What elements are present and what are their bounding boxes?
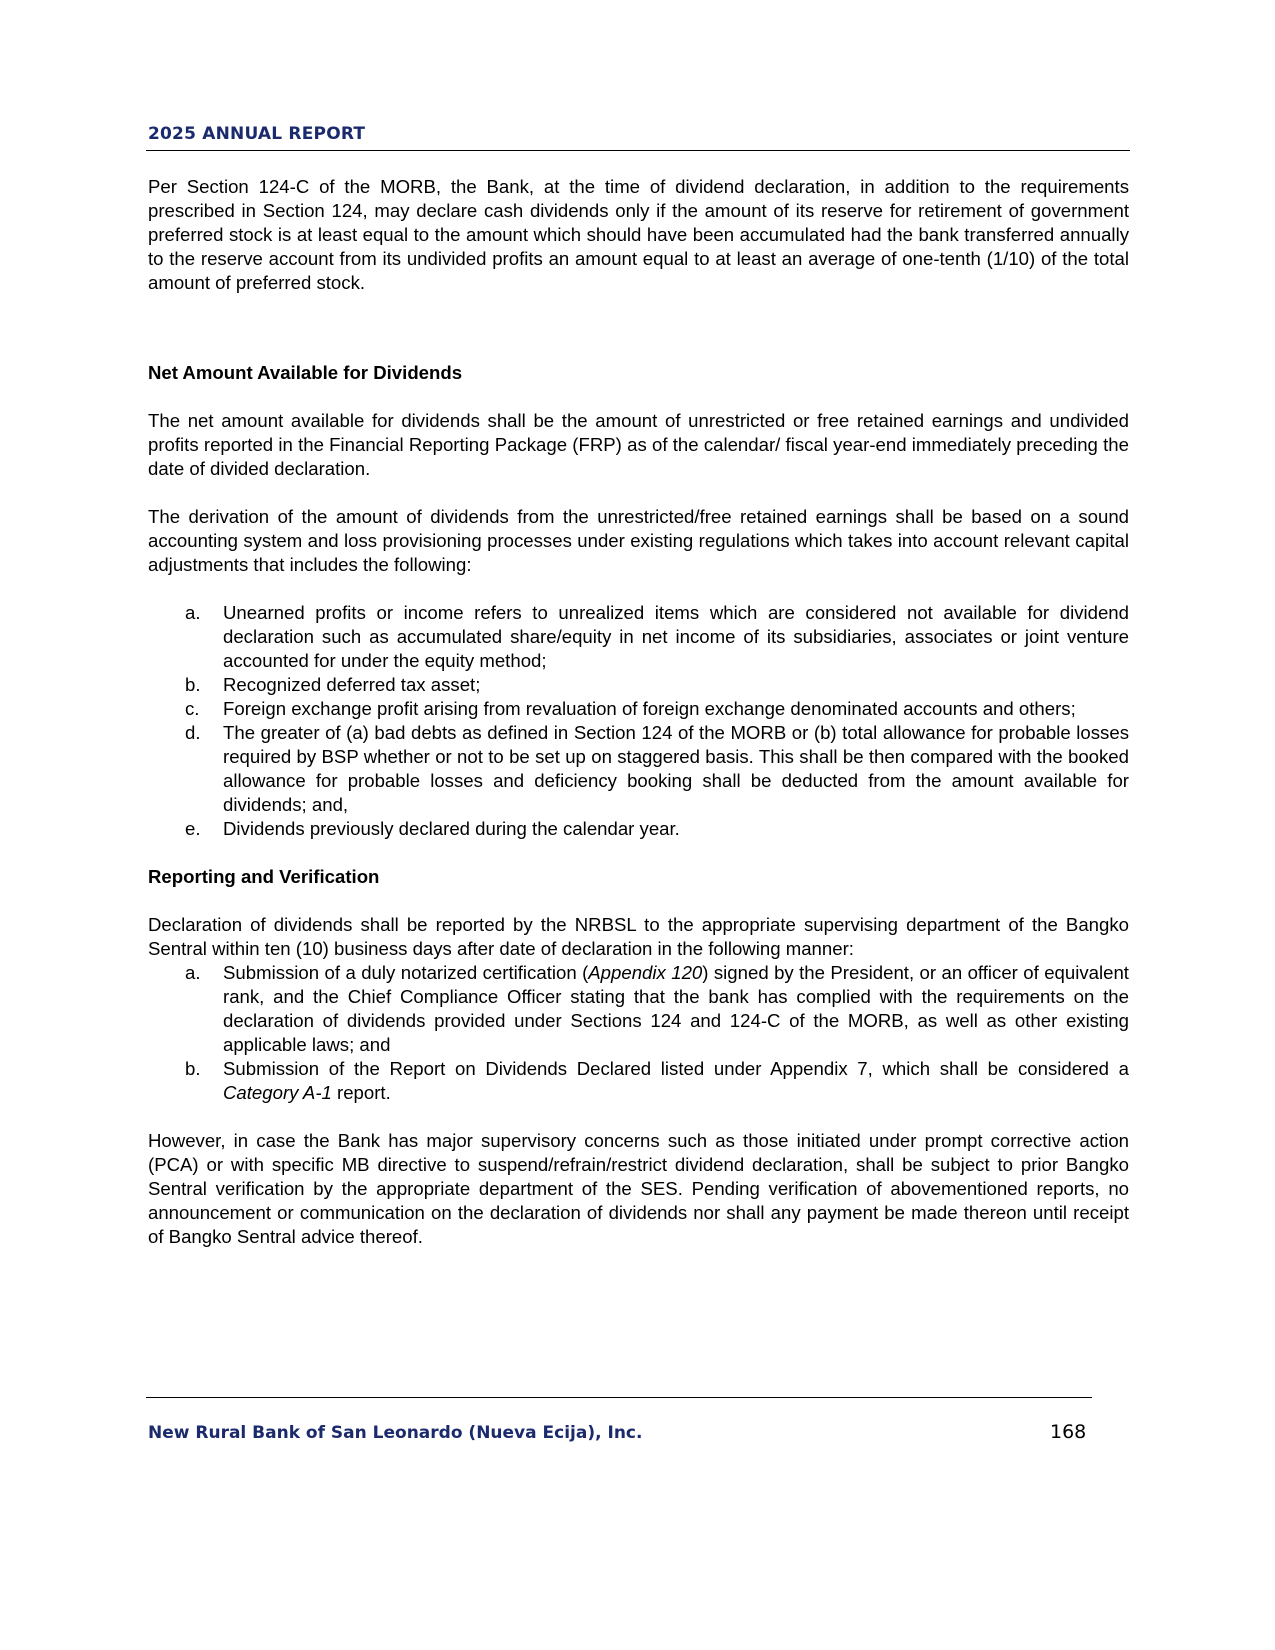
list-item-text-post: report. — [331, 1082, 391, 1103]
list-item — [148, 721, 1129, 817]
reporting-heading: Reporting and Verification — [148, 866, 380, 887]
net-amount-paragraph-1: The net amount available for dividends shall be the amount of unrestricted or free retained earnings and undivided profits reported in the Financial Reporting Package (FRP) as of the calendar/ fiscal year-end immediately preceding the date of divided declaration. — [148, 410, 1129, 479]
list-item — [148, 1057, 1129, 1105]
list-item-text: The greater of (a) bad debts as defined in Section 124 of the MORB or (b) total allowance for probable losses required by BSP whether or not to be set up on staggered basis. This shall be then compared with the booked allowance for probable losses and deficiency booking shall be deducted from the amount available for dividends; and, — [223, 722, 1129, 815]
list-item-text: Dividends previously declared during the calendar year. — [223, 818, 680, 839]
net-amount-heading: Net Amount Available for Dividends — [148, 362, 463, 383]
footer-divider — [146, 1397, 1092, 1398]
list-item — [148, 673, 1129, 697]
list-item-text: Unearned profits or income refers to unrealized items which are considered not available for dividend declaration such as accumulated share/equity in net income of its subsidiaries, associates or joint venture accounted for under the equity method; — [223, 602, 1129, 671]
category-reference: Category A-1 — [223, 1082, 332, 1103]
reporting-paragraph: Declaration of dividends shall be reported by the NRBSL to the appropriate supervising department of the Bangko Sentral within ten (10) business days after date of declaration in the following manner: — [148, 914, 1129, 959]
list-item-text: Recognized deferred tax asset; — [223, 674, 481, 695]
document-body — [148, 175, 1129, 1249]
list-marker: e. — [185, 818, 201, 839]
list-item-text-post: ) signed by the President, or an officer of equivalent rank, and the Chief Compliance Officer stating that the bank has complied with the requirements on the declaration of dividends provided under Sections 124 and 124-C of the MORB, as well as other existing applicable laws; and — [223, 962, 1129, 1055]
report-title: 2025 ANNUAL REPORT — [148, 124, 366, 144]
net-amount-paragraph-2: The derivation of the amount of dividends from the unrestricted/free retained earnings shall be based on a sound accounting system and loss provisioning processes under existing regulations which takes into account relevant capital adjustments that includes the following: — [148, 506, 1129, 575]
page-number: 168 — [1050, 1421, 1087, 1443]
appendix-reference: Appendix 120 — [588, 962, 703, 983]
closing-paragraph: However, in case the Bank has major supervisory concerns such as those initiated under prompt corrective action (PCA) or with specific MB directive to suspend/refrain/restrict dividend declaration, shall be subject to prior Bangko Sentral verification by the appropriate department of the SES. Pending verification of abovementioned reports, no announcement or communication on the declaration of dividends nor shall any payment be made thereon until receipt of Bangko Sentral advice thereof. — [148, 1130, 1129, 1247]
list-item — [148, 601, 1129, 673]
intro-paragraph: Per Section 124-C of the MORB, the Bank, at the time of dividend declaration, in addition to the requirements prescribed in Section 124, may declare cash dividends only if the amount of its reserve for retirement of government preferred stock is at least equal to the amount which should have been accumulated had the bank transferred annually to the reserve account from its undivided profits an amount equal to at least an average of one-tenth (1/10) of the total amount of preferred stock. — [148, 176, 1129, 293]
list-item-text-pre: Submission of the Report on Dividends Declared listed under Appendix 7, which shall be considered a — [223, 1058, 1129, 1079]
list-marker: d. — [185, 722, 201, 743]
footer-organization: New Rural Bank of San Leonardo (Nueva Ecija), Inc. — [148, 1423, 643, 1443]
reporting-list — [148, 961, 1129, 1105]
list-marker: b. — [185, 674, 201, 695]
list-item — [148, 697, 1129, 721]
list-item — [148, 961, 1129, 1057]
list-item-text: Foreign exchange profit arising from revaluation of foreign exchange denominated accounts and others; — [223, 698, 1076, 719]
page-header — [148, 124, 1130, 144]
list-marker: c. — [185, 698, 200, 719]
list-item-text-pre: Submission of a duly notarized certification ( — [223, 962, 589, 983]
capital-adjustments-list — [148, 601, 1129, 841]
list-marker: a. — [185, 962, 201, 983]
list-item — [148, 817, 1129, 841]
header-divider — [146, 150, 1130, 151]
list-marker: b. — [185, 1058, 201, 1079]
list-marker: a. — [185, 602, 201, 623]
